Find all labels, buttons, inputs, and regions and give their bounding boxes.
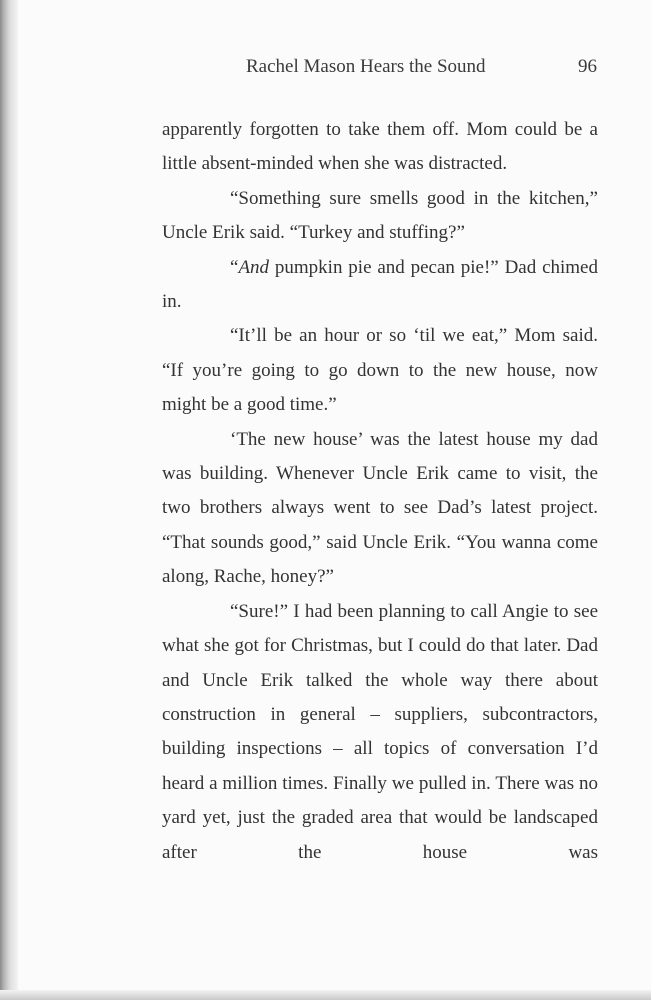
page-number: 96 [578, 56, 597, 77]
paragraph: “Something sure smells good in the kitchen,” Uncle Erik said. “Turkey and stuffing?” [162, 187, 598, 244]
opening-quote: “ [230, 256, 239, 278]
running-title: Rachel Mason Hears the Sound [246, 56, 486, 77]
running-head [18, 56, 651, 84]
paragraph: “Sure!” I had been planning to call Angie to see what she got for Christmas, but I could do that later. Dad and Uncle Erik talked the whole way there about construction in general – suppliers, subcontractors, building inspections – all topics of conversation I’d heard a million times. Finally we pulled in. There was no yard yet, just the graded area that would be landscaped after the house was [162, 600, 598, 863]
paragraph: apparently forgotten to take them off. Mom could be a little absent-minded when she was distracted. [162, 119, 598, 175]
book-page [18, 0, 651, 990]
page-bottom-edge [0, 990, 651, 1000]
paragraph-text: pumpkin pie and pecan pie!” Dad chimed in. [162, 256, 598, 313]
emphasized-word: And [238, 256, 270, 278]
paragraph: “It’ll be an hour or so ‘til we eat,” Mom said. “If you’re going to go down to the new house, now might be a good time.” [162, 325, 598, 416]
page-stack-edge [0, 0, 18, 1000]
paragraph: ‘The new house’ was the latest house my dad was building. Whenever Uncle Erik came to visit, the two brothers always went to see Dad’s latest project. “That sounds good,” said Uncle Erik. “You wanna come along, Rache, honey?” [162, 428, 598, 588]
body-text [162, 113, 598, 870]
paragraph [162, 251, 598, 320]
